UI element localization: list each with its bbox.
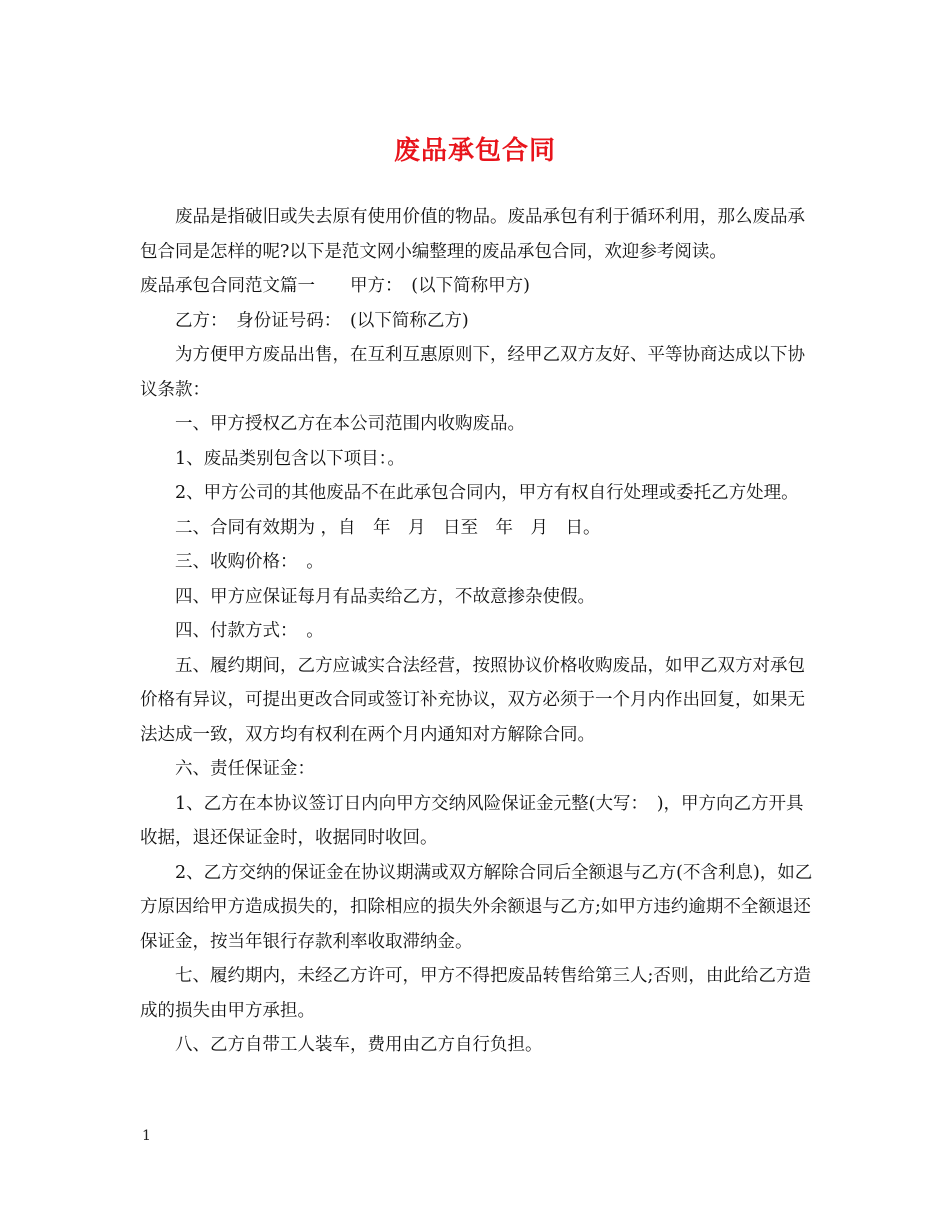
paragraph-clause-7: 七、履约期内，未经乙方许可，甲方不得把废品转售给第三人;否则，由此给乙方造成的损失由甲方承担。 (140, 966, 811, 1021)
paragraph-party-b: 乙方： 身份证号码： (以下简称乙方) (175, 310, 469, 331)
document-title: 废品承包合同 (393, 136, 556, 166)
paragraph-preamble: 为方便甲方废品出售，在互利互惠原则下，经甲乙双方友好、平等协商达成以下协议条款： (140, 345, 805, 400)
paragraph-party-a: 废品承包合同范文篇一 甲方： (以下简称甲方) (140, 276, 530, 296)
paragraph-intro: 废品是指破旧或失去原有使用价值的物品。废品承包有利于循环利用，那么废品承包合同是怎样的呢?以下是范文网小编整理的废品承包合同，欢迎参考阅读。 (140, 207, 805, 262)
paragraph-clause-8: 八、乙方自带工人装车，费用由乙方自行负担。 (175, 1035, 543, 1055)
paragraph-clause-1-1: 1、废品类别包含以下项目：。 (175, 448, 405, 469)
paragraph-clause-1: 一、甲方授权乙方在本公司范围内收购废品。 (175, 414, 525, 434)
paragraph-clause-6-1: 1、乙方在本协议签订日内向甲方交纳风险保证金元整(大写： )，甲方向乙方开具收据，退还保证金时，收据同时收回。 (140, 793, 804, 848)
paragraph-clause-3: 三、收购价格： 。 (175, 552, 324, 572)
paragraph-clause-1-2: 2、甲方公司的其他废品不在此承包合同内，甲方有权自行处理或委托乙方处理。 (175, 483, 799, 503)
paragraph-clause-4b: 四、付款方式： 。 (175, 621, 324, 641)
paragraph-clause-5: 五、履约期间，乙方应诚实合法经营，按照协议价格收购废品，如甲乙双方对承包价格有异议，可提出更改合同或签订补充协议，双方必须于一个月内作出回复，如果无法达成一致，双方均有权利在两个月内通知对方解除合同。 (140, 655, 805, 745)
paragraph-clause-6-2: 2、乙方交纳的保证金在协议期满或双方解除合同后全额退与乙方(不含利息)，如乙方原因给甲方造成损失的，扣除相应的损失外余额退与乙方;如甲方违约逾期不全额退还保证金，按当年银行存款利率收取滞纳金。 (140, 862, 813, 952)
paragraph-clause-6: 六、责任保证金： (175, 759, 315, 779)
page-number: 1 (142, 1128, 151, 1144)
paragraph-clause-4: 四、甲方应保证每月有品卖给乙方，不故意掺杂使假。 (175, 586, 595, 607)
paragraph-clause-2: 二、合同有效期为 ，自 年 月 日至 年 月 日。 (175, 517, 601, 538)
document-body (140, 200, 820, 1063)
